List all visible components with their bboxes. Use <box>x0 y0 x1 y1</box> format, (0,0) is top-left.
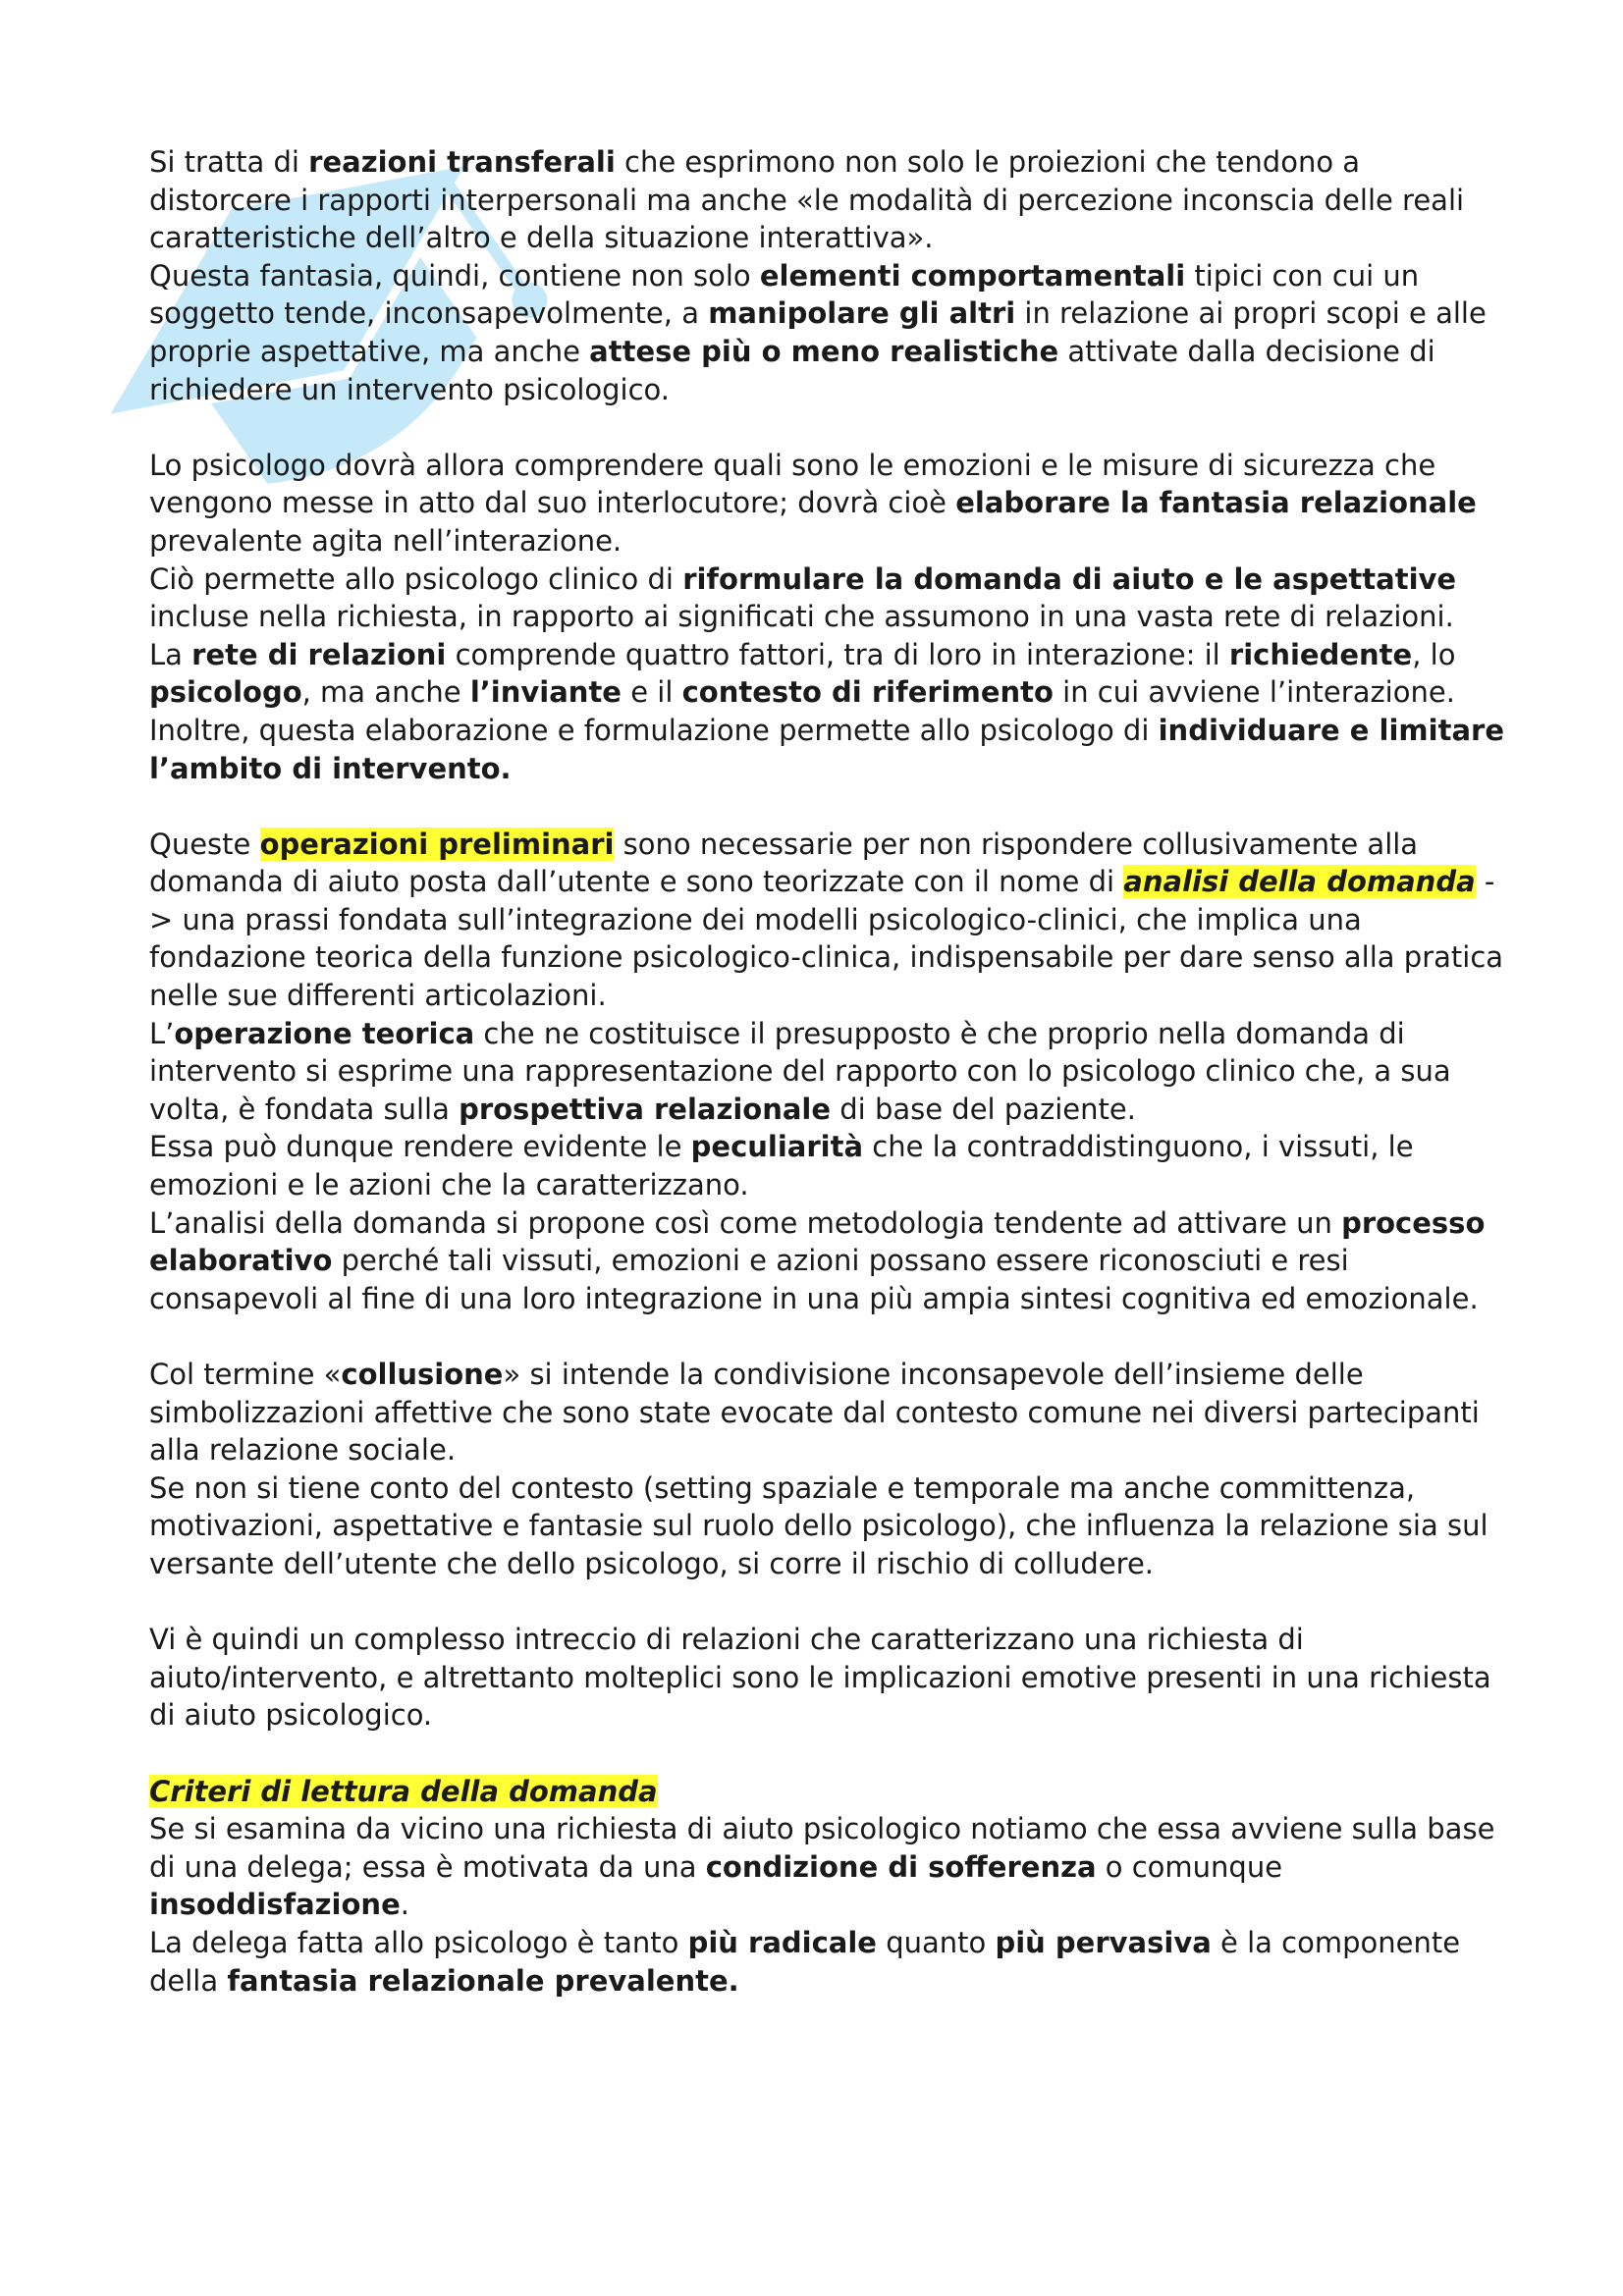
text-span: comprende quattro fattori, tra di loro in interazione: il <box>446 637 1229 671</box>
paragraph <box>149 1128 1504 1203</box>
paragraph <box>149 143 1504 257</box>
text-span: La delega fatta allo psicologo è tanto <box>149 1925 688 1959</box>
paragraph <box>149 1204 1504 1318</box>
text-span: attivate dalla decisione di richiedere un intervento psicologico. <box>149 334 1435 406</box>
text-span: che esprimono non solo le proiezioni che tendono a distorcere i rapporti interpersonali ma anche «le modalità di percezione inconscia delle reali caratteristiche dell’altro e della situazione interattiva». <box>149 145 1465 255</box>
text-span: La <box>149 637 192 671</box>
paragraph <box>149 636 1504 712</box>
paragraph <box>149 712 1504 787</box>
paragraph <box>149 447 1504 561</box>
bold-text: collusione <box>341 1358 504 1391</box>
text-span: Se non si tiene conto del contesto (setting spaziale e temporale ma anche committenza, motivazioni, aspettative e fantasie sul ruolo dello psicologo), che influenza la relazione sia sul versante dell’utente che dello psicologo, si corre il rischio di colludere. <box>149 1470 1488 1580</box>
paragraph-gap <box>149 408 1504 447</box>
text-span: quanto <box>876 1925 996 1959</box>
paragraph <box>149 1015 1504 1129</box>
text-span: Questa fantasia, quindi, contiene non solo <box>149 258 760 293</box>
paragraph-gap <box>149 787 1504 826</box>
bold-text: individuare e limitare l’ambito di intervento. <box>149 713 1504 785</box>
bold-text: elementi comportamentali <box>759 258 1186 293</box>
highlighted-text: operazioni preliminari <box>259 827 615 861</box>
bold-text: insoddisfazione <box>149 1888 401 1922</box>
text-span: L’analisi della domanda si propone così come metodologia tendente ad attivare un <box>149 1205 1342 1240</box>
bold-text: contesto di riferimento <box>681 675 1054 710</box>
text-span: -> una prassi fondata sull’integrazione dei modelli psicologico-clinici, che implica una fondazione teorica della funzione psicologico-clinica, indispensabile per dare senso alla pratica nelle sue differenti articolazioni. <box>149 865 1504 1013</box>
text-span: prevalente agita nell’interazione. <box>149 523 622 558</box>
paragraph <box>149 1924 1504 2000</box>
text-span: perché tali vissuti, emozioni e azioni possano essere riconosciuti e resi consapevoli al fine di una loro integrazione in una più ampia sintesi cognitiva ed emozionale. <box>149 1244 1479 1315</box>
text-span: , lo <box>1412 637 1456 671</box>
text-span: incluse nella richiesta, in rapporto ai significati che assumono in una vasta rete di relazioni. <box>149 600 1454 634</box>
text-span: in cui avviene l’interazione. <box>1053 675 1455 710</box>
paragraph <box>149 826 1504 1015</box>
text-span: e il <box>621 675 682 710</box>
paragraph <box>149 1356 1504 1469</box>
bold-text: fantasia relazionale prevalente. <box>227 1963 739 1998</box>
bold-text: richiedente <box>1228 637 1413 671</box>
bold-text: processo elaborativo <box>149 1205 1486 1278</box>
paragraph <box>149 561 1504 636</box>
text-span: tipici con cui un soggetto tende, inconsapevolmente, a <box>149 258 1420 331</box>
text-span: sono necessarie per non rispondere collusivamente alla domanda di aiuto posta dall’utente e sono teorizzate con il nome di <box>149 827 1419 899</box>
text-span: che la contraddistinguono, i vissuti, le emozioni e le azioni che la caratterizzano. <box>149 1130 1414 1202</box>
highlighted-text: Criteri di lettura della domanda <box>149 1774 658 1808</box>
text-span: Se si esamina da vicino una richiesta di aiuto psicologico notiamo che essa avviene sulla base di una delega; essa è motivata da una <box>149 1812 1495 1884</box>
text-span: L’ <box>149 1016 175 1050</box>
paragraph-gap <box>149 1317 1504 1356</box>
text-span: . <box>400 1888 409 1922</box>
bold-text: peculiarità <box>690 1130 864 1164</box>
text-span: , ma anche <box>301 675 470 710</box>
text-span: Ciò permette allo psicologo clinico di <box>149 561 683 596</box>
text-span: Inoltre, questa elaborazione e formulazione permette allo psicologo di <box>149 713 1159 747</box>
bold-text: reazioni transferali <box>308 145 616 179</box>
bold-text: elaborare la fantasia relazionale <box>955 486 1477 520</box>
text-span: Essa può dunque rendere evidente le <box>149 1130 691 1164</box>
text-span: che ne costituisce il presupposto è che proprio nella domanda di intervento si esprime una rappresentazione del rapporto con lo psicologo clinico che, a sua volta, è fondata sulla <box>149 1016 1451 1126</box>
bold-text: l’inviante <box>469 675 622 710</box>
text-span: » si intende la condivisione inconsapevole dell’insieme delle simbolizzazioni affettive che sono state evocate dal contesto comune nei diversi partecipanti alla relazione sociale. <box>149 1358 1480 1468</box>
text-span: Lo psicologo dovrà allora comprendere quali sono le emozioni e le misure di sicurezza che vengono messe in atto dal suo interlocutore; dovrà cioè <box>149 448 1436 520</box>
paragraph <box>149 257 1504 408</box>
bold-text: condizione di sofferenza <box>705 1849 1097 1884</box>
highlighted-text: analisi della domanda <box>1123 865 1476 899</box>
text-span: Queste <box>149 827 260 861</box>
bold-text: più radicale <box>687 1925 877 1959</box>
bold-text: manipolare gli altri <box>708 296 1016 331</box>
bold-text: rete di relazioni <box>191 637 447 671</box>
text-span: Si tratta di <box>149 145 309 179</box>
text-span: Vi è quindi un complesso intreccio di relazioni che caratterizzano una richiesta di aiuto/intervento, e altrettanto molteplici sono le implicazioni emotive presenti in una richiesta di aiuto psicologico. <box>149 1623 1491 1733</box>
bold-text: prospettiva relazionale <box>459 1092 832 1126</box>
paragraph <box>149 1621 1504 1735</box>
text-span: di base del paziente. <box>831 1092 1136 1126</box>
text-span: o comunque <box>1096 1849 1283 1884</box>
paragraph-gap <box>149 1735 1504 1773</box>
text-span: è la componente della <box>149 1925 1461 1998</box>
document-body <box>149 143 1504 2000</box>
bold-text: attese più o meno realistiche <box>589 334 1059 368</box>
bold-text: psicologo <box>149 675 302 710</box>
bold-text: riformulare la domanda di aiuto e le aspettative <box>682 561 1457 596</box>
paragraph <box>149 1469 1504 1583</box>
bold-text: più pervasiva <box>995 1925 1212 1959</box>
paragraph <box>149 1773 1504 1811</box>
text-span: in relazione ai propri scopi e alle proprie aspettative, ma anche <box>149 296 1487 368</box>
paragraph-gap <box>149 1583 1504 1622</box>
paragraph <box>149 1810 1504 1924</box>
text-span: Col termine « <box>149 1358 342 1391</box>
bold-text: operazione teorica <box>174 1016 475 1050</box>
